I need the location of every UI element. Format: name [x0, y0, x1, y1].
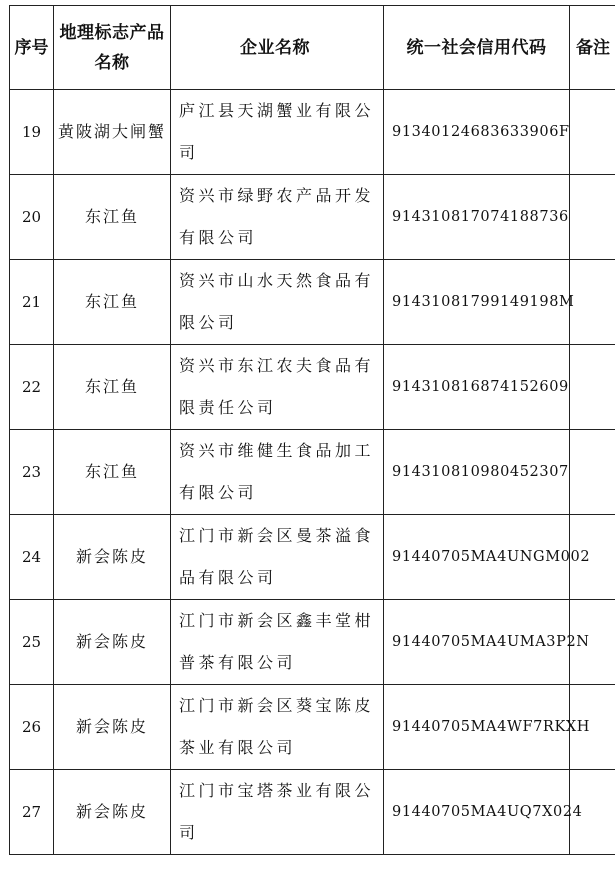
header-row — [10, 6, 615, 90]
credit-code-cell: 91440705MA4UMA3P2N — [384, 600, 570, 685]
company-name-cell: 江门市新会区鑫丰堂柑普茶有限公司 — [171, 600, 384, 685]
company-name-cell: 资兴市绿野农产品开发有限公司 — [171, 175, 384, 260]
serial-number-cell: 21 — [10, 260, 54, 345]
table-row — [10, 430, 615, 515]
product-name-cell: 黄陂湖大闸蟹 — [54, 90, 171, 175]
company-name-cell: 江门市宝塔茶业有限公司 — [171, 770, 384, 855]
serial-number-cell: 19 — [10, 90, 54, 175]
serial-number-cell: 26 — [10, 685, 54, 770]
credit-code-cell: 91431081799149198M — [384, 260, 570, 345]
credit-code-cell: 91440705MA4UQ7X024 — [384, 770, 570, 855]
header-note: 备注 — [570, 6, 615, 90]
product-name-cell: 新会陈皮 — [54, 600, 171, 685]
header-product-name: 地理标志产品名称 — [54, 6, 171, 90]
table-row — [10, 685, 615, 770]
enterprise-registry-table — [9, 5, 615, 855]
table-body — [10, 90, 615, 855]
note-cell — [570, 345, 615, 430]
table-row — [10, 175, 615, 260]
serial-number-cell: 24 — [10, 515, 54, 600]
credit-code-cell: 91440705MA4WF7RKXH — [384, 685, 570, 770]
product-name-cell: 东江鱼 — [54, 260, 171, 345]
serial-number-cell: 27 — [10, 770, 54, 855]
note-cell — [570, 90, 615, 175]
serial-number-cell: 20 — [10, 175, 54, 260]
table-row — [10, 260, 615, 345]
product-name-cell: 东江鱼 — [54, 175, 171, 260]
table-row — [10, 345, 615, 430]
product-name-cell: 东江鱼 — [54, 430, 171, 515]
credit-code-cell: 91440705MA4UNGM002 — [384, 515, 570, 600]
credit-code-cell: 914310816874152609 — [384, 345, 570, 430]
table-row — [10, 600, 615, 685]
header-credit-code: 统一社会信用代码 — [384, 6, 570, 90]
table-row — [10, 90, 615, 175]
serial-number-cell: 22 — [10, 345, 54, 430]
company-name-cell: 江门市新会区曼茶溢食品有限公司 — [171, 515, 384, 600]
product-name-cell: 新会陈皮 — [54, 515, 171, 600]
company-name-cell: 资兴市东江农夫食品有限责任公司 — [171, 345, 384, 430]
product-name-cell: 新会陈皮 — [54, 770, 171, 855]
company-name-cell: 资兴市山水天然食品有限公司 — [171, 260, 384, 345]
header-serial-number: 序号 — [10, 6, 54, 90]
table-row — [10, 770, 615, 855]
note-cell — [570, 175, 615, 260]
table-header — [10, 6, 615, 90]
credit-code-cell: 914310817074188736 — [384, 175, 570, 260]
serial-number-cell: 25 — [10, 600, 54, 685]
company-name-cell: 资兴市维健生食品加工有限公司 — [171, 430, 384, 515]
company-name-cell: 江门市新会区葵宝陈皮茶业有限公司 — [171, 685, 384, 770]
note-cell — [570, 430, 615, 515]
serial-number-cell: 23 — [10, 430, 54, 515]
company-name-cell: 庐江县天湖蟹业有限公司 — [171, 90, 384, 175]
table-row — [10, 515, 615, 600]
credit-code-cell: 91340124683633906F — [384, 90, 570, 175]
product-name-cell: 东江鱼 — [54, 345, 171, 430]
product-name-cell: 新会陈皮 — [54, 685, 171, 770]
credit-code-cell: 914310810980452307 — [384, 430, 570, 515]
header-company-name: 企业名称 — [171, 6, 384, 90]
note-cell — [570, 260, 615, 345]
